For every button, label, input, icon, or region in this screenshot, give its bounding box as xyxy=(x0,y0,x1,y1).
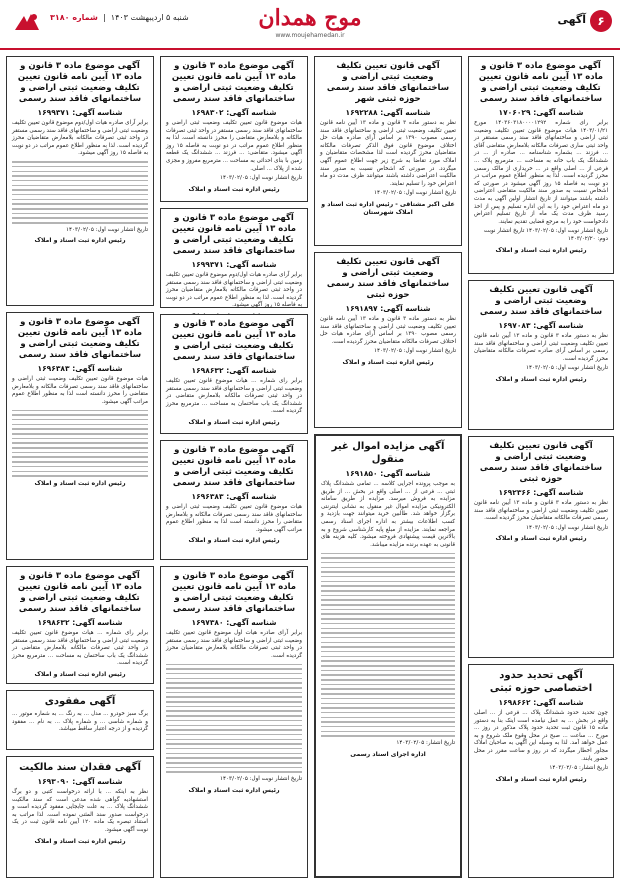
ad-body-continuation xyxy=(166,664,302,773)
ad-title: آگهی قانون تعیین تکلیف وضعیت ثبتی اراضی و ساختمانهای فاقد سند رسمی حوزه ثبتی xyxy=(479,441,603,484)
ad-body: نظر به دستور ماده ۳ قانون و ماده ۱۳ آیین نامه قانون تعیین تکلیف وضعیت ثبتی اراضی و ساختمانهای فاقد سند رسمی مصوب ۱۳۹۰ بر اساس آرای صادره هیات حل اختلاف تصرفات مالکانه متقاضیان محرز گردیده است. xyxy=(320,316,457,345)
ad-registration-11 xyxy=(6,56,154,306)
ad-registration-13 xyxy=(6,566,154,684)
ad-title: آگهی قانون تعیین تکلیف وضعیت ثبتی اراضی و ساختمانهای فاقد سند رسمی حوزه ثبتی xyxy=(326,257,450,300)
ad-title: آگهی تحدید حدود اختصاصی حوزه ثبتی xyxy=(489,670,593,694)
ad-body: نظر به اینکه ... با ارائه درخواست کتبی و دو برگ استشهادیه گواهی شده مدعی است که سند مالکیت ششدانگ پلاک ... به علت جابجایی مفقود گردیده است و درخواست صدور سند المثنی نموده است. لذا مراتب به استناد تبصره یک ماده ۱۲۰ آیین نامه قانون ثبت در یک نوبت آگهی میشود. xyxy=(12,789,148,833)
ad-signature: رئیس اداره ثبت اسناد و املاک xyxy=(188,185,280,193)
ad-date: تاریخ انتشار نوبت اول: ۱۴۰۳/۰۲/۰۵ xyxy=(220,175,302,182)
ad-body: برگ سبز خودرو ... مدل ... به رنگ ... به شماره موتور ... و شماره شاسی ... و شماره پلاک ... به نام ... مفقود گردیده و از درجه اعتبار ساقط میباشد. xyxy=(12,711,148,733)
ad-title: آگهی موضوع ماده ۳ قانون و ماده ۱۳ آیین نامه قانون تعیین تکلیف وضعیت ثبتی اراضی و ساختمانهای فاقد سند رسمی xyxy=(17,571,143,614)
ad-title: آگهی موضوع ماده ۳ قانون و ماده ۱۳ آیین نامه قانون تعیین تکلیف وضعیت ثبتی اراضی و ساختمانهای فاقد سند رسمی xyxy=(478,61,604,104)
ad-date: تاریخ انتشار: ۱۴۰۳/۰۲/۰۵ xyxy=(549,765,608,772)
ad-lost-item xyxy=(6,690,154,750)
masthead xyxy=(0,0,620,50)
ad-title: آگهی فقدان سند مالکیت xyxy=(19,762,141,773)
ad-date: تاریخ انتشار نوبت اول: ۱۴۰۳/۰۲/۰۵ xyxy=(374,348,456,355)
ad-body: نظر به دستور ماده ۳ قانون و ماده ۱۳ آیین نامه قانون تعیین تکلیف وضعیت ثبتی اراضی و ساختمانهای فاقد سند رسمی تصرفات مالکانه متقاضیان محرز گردیده است. xyxy=(474,500,608,522)
ad-body: برابر رای شماره ... هیات موضوع قانون تعیین تکلیف وضعیت ثبتی اراضی و ساختمانهای فاقد سند رسمی مستقر در واحد ثبتی تصرفات مالکانه بلامعارض متقاضی در ششدانگ یک باب ساختمان به مساحت ... مترمربع محرز گردیده است. xyxy=(12,630,148,667)
ad-signature: رئیس اداره ثبت اسناد و املاک xyxy=(188,786,280,794)
ad-number: شناسه آگهی: ۱۶۹۸۶۳۲ xyxy=(191,366,277,375)
ad-registration-3 xyxy=(468,436,614,658)
ad-title: آگهی قانون تعیین تکلیف وضعیت ثبتی اراضی و ساختمانهای فاقد سند رسمی حوزه ثبتی شهر xyxy=(326,61,450,104)
ad-body-continuation xyxy=(321,553,455,737)
ad-number: شناسه آگهی: ۱۶۹۸۳۰۲ xyxy=(191,108,277,117)
ad-signature: رئیس اداره ثبت اسناد و املاک xyxy=(34,670,126,678)
ad-signature: اداره اجرای اسناد رسمی xyxy=(350,750,426,758)
ad-date: تاریخ انتشار نوبت اول: ۱۴۰۳/۰۲/۰۵ xyxy=(526,524,608,531)
ad-registration-4 xyxy=(314,56,462,246)
ad-title: آگهی موضوع ماده ۳ قانون و ماده ۱۳ آیین نامه قانون تعیین تکلیف وضعیت ثبتی اراضی و ساختمانهای فاقد سند رسمی xyxy=(171,571,297,614)
ad-number: شناسه آگهی: ۱۶۹۸۶۳۲ xyxy=(37,618,123,627)
ad-number: شناسه آگهی: ۱۶۹۶۳۸۳ xyxy=(191,492,277,501)
ad-boundary xyxy=(468,664,614,878)
ad-signature: رئیس اداره ثبت اسناد و املاک xyxy=(34,837,126,845)
newspaper-logo xyxy=(250,4,370,44)
ad-registration-9 xyxy=(160,440,308,560)
ad-registration-8 xyxy=(160,314,308,434)
ad-auction xyxy=(314,434,462,878)
ad-number: شناسه آگهی: ۱۶۹۱۸۹۷ xyxy=(345,304,431,313)
ad-number: شناسه آگهی: ۱۶۹۸۶۶۲ xyxy=(498,698,584,707)
ad-number: شناسه آگهی: ۱۷۰۶۰۲۹ xyxy=(498,108,584,117)
ad-lost-deed xyxy=(6,756,154,878)
ad-registration-5 xyxy=(314,252,462,428)
ad-number: شناسه آگهی: ۱۶۹۶۳۸۳ xyxy=(37,364,123,373)
ad-date: تاریخ انتشار نوبت اول: ۱۴۰۳/۰۲/۰۵ تاریخ انتشار نوبت دوم: ۱۴۰۳/۰۲/۲۰ xyxy=(483,228,608,242)
ad-signature: رئیس اداره ثبت اسناد و املاک xyxy=(495,775,587,783)
ad-registration-10 xyxy=(160,566,308,878)
section-label: آگهی xyxy=(557,13,586,26)
ad-date: تاریخ انتشار نوبت اول: ۱۴۰۳/۰۲/۰۵ xyxy=(66,226,148,233)
logo-text: موج همدان xyxy=(258,5,362,31)
ad-number: شناسه آگهی: ۱۶۹۳۰۹۰ xyxy=(37,777,123,786)
date-text: شنبه ۵ اردیبهشت ۱۴۰۳ xyxy=(110,13,189,22)
ad-number: شناسه آگهی: ۱۶۹۷۰۸۳ xyxy=(498,321,584,330)
ad-title: آگهی مفقودی xyxy=(44,696,116,707)
newspaper-emblem-icon xyxy=(12,8,42,38)
ad-body: هیات موضوع قانون تعیین تکلیف وضعیت ثبتی اراضی و ساختمانهای فاقد سند رسمی مستقر در واحد ثبتی تصرفات مالکانه و بلامعارض متقاضی را محرز دانسته است. لذا به منظور اطلاع عموم مراتب در دو نوبت به فاصله ۱۵ روز آگهی میشود. متقاضی: ... فرزند ... ششدانگ یک قطعه زمین با بنای احداثی به مساحت ... مترمربع مفروز و مجزی شده از پلاک ... اصلی. xyxy=(166,120,302,172)
ad-signature: رئیس اداره ثبت اسناد و املاک xyxy=(34,237,126,245)
ad-body: نظر به دستور ماده ۳ قانون و ماده ۱۳ آیین نامه قانون تعیین تکلیف وضعیت ثبتی اراضی و ساختمانهای فاقد سند رسمی مصوب ۱۳۹۰ بر اساس آرای صادره هیات حل اختلاف موضوع قانون فوق الذکر تصرفات مالکانه متقاضیان محرز گردیده است لذا مشخصات متقاضیان و املاک مورد تقاضا به شرح زیر جهت اطلاع عموم آگهی میگردد. در صورتی که اشخاص نسبت به صدور سند مالکیت اعتراضی داشته باشند میتوانند ظرف مدت دو ماه اعتراض خود را تسلیم نمایند. xyxy=(320,120,457,187)
ad-body: برابر رای شماره ۱۴۰۳۶۰۳۱۸۰۰۰۰۱۲۹۲ مورخ ۱۴۰۳/۰۱/۲۱ هیات موضوع قانون تعیین تکلیف وضعیت ثبتی اراضی و ساختمانهای فاقد سند رسمی مستقر در واحد ثبتی ساری تصرفات مالکانه بلامعارض متقاضی آقای ... فرزند ... بشماره شناسنامه ... صادره از ... در ششدانگ یک باب خانه به مساحت ... مترمربع پلاک ... فرعی از ... اصلی واقع در ... خریداری از مالک رسمی محرز گردیده است. لذا به منظور اطلاع عموم مراتب در دو نوبت به فاصله ۱۵ روز آگهی میشود در صورتی که اشخاص نسبت به صدور سند مالکیت متقاضی اعتراضی داشته باشند میتوانند از تاریخ انتشار اولین آگهی به مدت دو ماه اعتراض خود را به این اداره تسلیم و پس از اخذ رسید ظرف مدت یک ماه از تاریخ تسلیم اعتراض دادخواست خود را به مرجع قضایی تقدیم نمایند. xyxy=(474,120,608,225)
ad-title: آگهی قانون تعیین تکلیف وضعیت ثبتی اراضی و ساختمانهای فاقد سند رسمی xyxy=(479,285,603,317)
ad-signature: رئیس اداره ثبت اسناد و املاک xyxy=(342,358,434,366)
ad-registration-1 xyxy=(468,56,614,274)
ad-date: تاریخ انتشار نوبت اول: ۱۴۰۳/۰۲/۰۵ xyxy=(526,365,608,372)
ad-body-continuation xyxy=(12,410,148,477)
ad-body: برابر آرای صادره هیات اول موضوع قانون تعیین تکلیف وضعیت ثبتی اراضی و ساختمانهای فاقد سند رسمی مستقر در واحد ثبتی تصرفات مالکانه بلامعارض متقاضیان محرز گردیده است. xyxy=(166,630,302,659)
ad-title: آگهی موضوع ماده ۳ قانون و ماده ۱۳ آیین نامه قانون تعیین تکلیف وضعیت ثبتی اراضی و ساختمانهای فاقد سند رسمی xyxy=(171,445,297,488)
ad-number: شناسه آگهی: ۱۶۹۹۳۷۱ xyxy=(191,260,277,269)
ad-body: هیات موضوع قانون تعیین تکلیف وضعیت ثبتی اراضی و ساختمانهای فاقد سند رسمی تصرفات مالکانه و بلامعارض متقاضی را محرز دانسته است لذا به منظور اطلاع عموم مراتب آگهی میشود. xyxy=(166,504,302,533)
ad-number: شناسه آگهی: ۱۶۹۲۲۸۸ xyxy=(345,108,431,117)
ad-title: آگهی موضوع ماده ۳ قانون و ماده ۱۳ آیین نامه قانون تعیین تکلیف وضعیت ثبتی اراضی و ساختمانهای فاقد سند رسمی xyxy=(171,319,297,362)
ad-signature: علی اکبر مشتاقی - رئیس اداره ثبت اسناد و املاک شهرستان xyxy=(321,200,455,216)
ad-signature: رئیس اداره ثبت اسناد و املاک xyxy=(188,418,280,426)
ad-signature: رئیس اداره ثبت اسناد و املاک xyxy=(495,246,587,254)
ad-date: تاریخ انتشار: ۱۴۰۳/۰۲/۰۵ xyxy=(396,740,455,747)
ad-body: برابر رای شماره ... هیات موضوع قانون تعیین تکلیف وضعیت ثبتی اراضی و ساختمانهای فاقد سند رسمی مستقر در واحد ثبتی تصرفات مالکانه بلامعارض متقاضی در ششدانگ یک باب ساختمان به مساحت ... مترمربع محرز گردیده است. xyxy=(166,378,302,415)
ad-title: آگهی موضوع ماده ۳ قانون و ماده ۱۳ آیین نامه قانون تعیین تکلیف وضعیت ثبتی اراضی و ساختمانهای فاقد سند رسمی xyxy=(171,213,297,256)
ad-registration-2 xyxy=(468,280,614,430)
ad-body: نظر به دستور ماده ۳ قانون و ماده ۱۳ آیین نامه قانون تعیین تکلیف وضعیت ثبتی اراضی و ساختمانهای فاقد سند رسمی بر اساس آرای صادره تصرفات مالکانه متقاضیان محرز گردیده است. xyxy=(474,333,608,362)
ad-title: آگهی موضوع ماده ۳ قانون و ماده ۱۳ آیین نامه قانون تعیین تکلیف وضعیت ثبتی اراضی و ساختمانهای فاقد سند رسمی xyxy=(17,61,143,104)
ad-signature: رئیس اداره ثبت اسناد و املاک xyxy=(34,479,126,487)
ad-registration-12 xyxy=(6,312,154,560)
ad-body: برابر آرای صادره هیات اول/دوم موضوع قانون تعیین تکلیف وضعیت ثبتی اراضی و ساختمانهای فاقد سند رسمی مستقر در واحد ثبتی تصرفات مالکانه بلامعارض متقاضیان محرز گردیده است. لذا به منظور اطلاع عموم مراتب در دو نوبت به فاصله ۱۵ روز آگهی میشود. xyxy=(166,272,302,309)
ad-body: برابر آرای صادره هیات اول/دوم موضوع قانون تعیین تکلیف وضعیت ثبتی اراضی و ساختمانهای فاقد سند رسمی مستقر در واحد ثبتی تصرفات مالکانه بلامعارض متقاضیان محرز گردیده است. لذا به منظور اطلاع عموم مراتب در دو نوبت به فاصله ۱۵ روز آگهی میشود. xyxy=(12,120,148,157)
ad-number: شناسه آگهی: ۱۶۹۲۳۶۶ xyxy=(498,488,584,497)
ad-body: به موجب پرونده اجرایی کلاسه ... تمامی ششدانگ پلاک ثبتی ... فرعی از ... اصلی واقع در بخش ... از طریق مزایده به فروش میرسد. مزایده از طریق سامانه الکترونیکی مزایده اموال غیر منقول به نشانی اینترنتی برگزار خواهد شد. طالبین خرید میتوانند جهت بازدید و کسب اطلاعات بیشتر به اداره اجرای اسناد رسمی مراجعه نمایند. مزایده از مبلغ پایه کارشناسی شروع و به بالاترین قیمت پیشنهادی فروخته میشود. کلیه هزینه های قانونی به عهده برنده مزایده میباشد. xyxy=(321,481,455,548)
ad-registration-6 xyxy=(160,56,308,202)
ad-signature: رئیس اداره ثبت اسناد و املاک xyxy=(188,537,280,545)
issue-date: شنبه ۵ اردیبهشت ۱۴۰۳ | شماره ۳۱۸۰ xyxy=(50,13,189,22)
page-number: ۶ xyxy=(590,10,612,32)
ad-signature: رئیس اداره ثبت اسناد و املاک xyxy=(495,375,587,383)
ad-title: آگهی موضوع ماده ۳ قانون و ماده ۱۳ آیین نامه قانون تعیین تکلیف وضعیت ثبتی اراضی و ساختمانهای فاقد سند رسمی xyxy=(171,61,297,104)
ad-signature: رئیس اداره ثبت اسناد و املاک xyxy=(495,535,587,543)
issue-number: شماره ۳۱۸۰ xyxy=(50,13,98,22)
ad-body: چون تحدید حدود ششدانگ پلاک ... فرعی از ... اصلی واقع در بخش ... به عمل نیامده است اینک بنا به دستور ماده ۱۵ قانون ثبت تحدید حدود پلاک مذکور در روز ... مورخ ... ساعت ... صبح در محل وقوع ملک شروع و به عمل خواهد آمد. لذا به وسیله این آگهی به صاحبان املاک مجاور اخطار میگردد که در روز و ساعت مقرر در محل حضور یابند. xyxy=(474,710,609,762)
ad-registration-7 xyxy=(160,208,308,308)
ad-body-continuation xyxy=(12,161,148,223)
ad-number: شناسه آگهی: ۱۶۹۷۳۸۰ xyxy=(191,618,277,627)
website: www.moujehamedan.ir xyxy=(275,32,345,39)
ad-date: تاریخ انتشار نوبت اول: ۱۴۰۳/۰۲/۰۵ xyxy=(374,190,456,197)
ad-number: شناسه آگهی: ۱۶۹۹۳۷۱ xyxy=(37,108,123,117)
ad-title: آگهی مزایده اموال غیر منقول xyxy=(331,441,445,465)
ad-number: شناسه آگهی: ۱۶۹۱۸۵۰ xyxy=(345,469,431,478)
ad-body: هیات موضوع قانون تعیین تکلیف وضعیت ثبتی اراضی و ساختمانهای فاقد سند رسمی تصرفات مالکانه و بلامعارض متقاضی را محرز دانسته است لذا به منظور اطلاع عموم مراتب آگهی میشود. xyxy=(12,376,148,405)
ad-date: تاریخ انتشار نوبت اول: ۱۴۰۳/۰۲/۰۵ xyxy=(220,776,302,783)
ad-title: آگهی موضوع ماده ۳ قانون و ماده ۱۳ آیین نامه قانون تعیین تکلیف وضعیت ثبتی اراضی و ساختمانهای فاقد سند رسمی xyxy=(17,317,143,360)
